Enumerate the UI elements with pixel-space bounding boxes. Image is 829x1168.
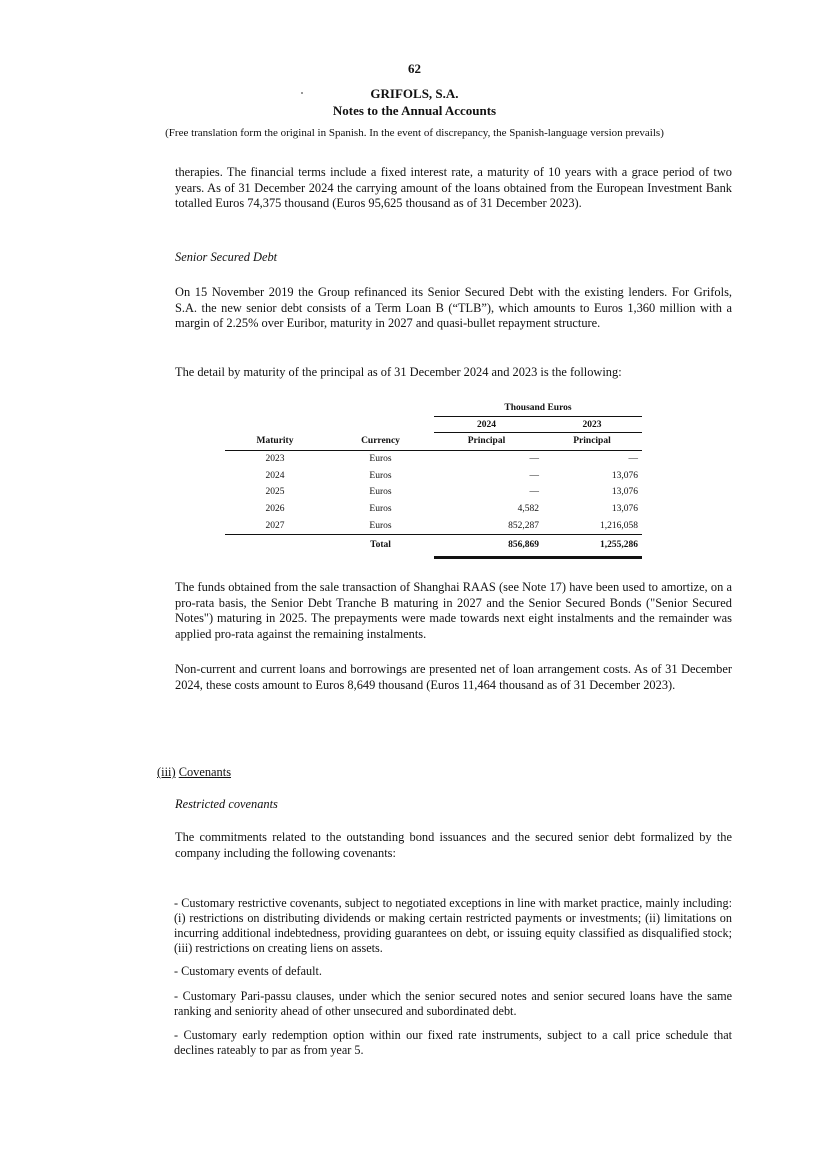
- maturity-detail-intro: The detail by maturity of the principal as of 31 December 2024 and 2023 is the following:: [175, 365, 622, 379]
- translation-disclaimer: (Free translation form the original in Spanish. In the event of discrepancy, the Spanish-language version prevails): [165, 127, 664, 139]
- table-row-2024: 4,582: [517, 504, 539, 514]
- section-title: Covenants: [178, 765, 232, 779]
- table-row-currency: Euros: [369, 521, 392, 531]
- table-row-2023: 13,076: [611, 487, 638, 497]
- covenant-bullet: - Customary events of default.: [174, 964, 322, 978]
- table-row-2023: —: [628, 454, 638, 464]
- table-year-2023: 2023: [582, 420, 602, 430]
- covenants-section-heading: [157, 765, 231, 780]
- document-subtitle: Notes to the Annual Accounts: [332, 103, 497, 118]
- refinance-paragraph: On 15 November 2019 the Group refinanced its Senior Secured Debt with the existing lenders. For Grifols, S.A. the new senior debt consists of a Term Loan B (“TLB”), which amounts to Euros 1,360 million with a margin of 2.25% over Euribor, maturity in 2027 and quasi-bullet repayment structure.: [175, 285, 732, 331]
- company-name: GRIFOLS, S.A.: [370, 86, 459, 101]
- table-group-header: Thousand Euros: [504, 403, 572, 413]
- table-total-2023: 1,255,286: [600, 540, 638, 550]
- table-header-maturity: Maturity: [256, 436, 294, 446]
- page-number: 62: [408, 61, 421, 76]
- table-row-currency: Euros: [369, 454, 392, 464]
- shanghai-raas-paragraph: The funds obtained from the sale transaction of Shanghai RAAS (see Note 17) have been used to amortize, on a pro-rata basis, the Senior Debt Tranche B maturing in 2027 and the Senior Secured Bonds ("Senior Secured Notes") maturing in 2025. The prepayments were made towards next eight instalments and the remainder was applied pro-rata against the remaining instalments.: [175, 580, 732, 641]
- table-row-maturity: 2023: [265, 454, 285, 464]
- table-header-principal-2023: Principal: [573, 436, 611, 446]
- table-row-maturity: 2024: [265, 471, 285, 481]
- section-number: (iii): [157, 765, 176, 779]
- table-row-2023: 1,216,058: [600, 521, 638, 531]
- table-header-principal-2024: Principal: [467, 436, 506, 446]
- eib-paragraph: therapies. The financial terms include a fixed interest rate, a maturity of 10 years with a grace period of two years. As of 31 December 2024 the carrying amount of the loans obtained from the European Investment Bank totalled Euros 74,375 thousand (Euros 95,625 thousand as of 31 December 2023).: [175, 165, 732, 211]
- maturity-table: [225, 400, 642, 560]
- table-total-label: Total: [370, 540, 391, 550]
- table-row-2024: —: [529, 487, 539, 497]
- table-row-maturity: 2025: [265, 487, 285, 497]
- senior-secured-debt-heading: Senior Secured Debt: [175, 250, 278, 264]
- table-row-currency: Euros: [369, 504, 392, 514]
- table-year-2024: 2024: [477, 420, 496, 430]
- table-header-currency: Currency: [361, 436, 400, 446]
- table-row-maturity: 2026: [265, 504, 285, 514]
- covenant-bullet: - Customary early redemption option within our fixed rate instruments, subject to a call price schedule that declines rateably to par as from year 5.: [174, 1028, 732, 1057]
- covenants-intro: The commitments related to the outstanding bond issuances and the secured senior debt formalized by the company including the following covenants:: [175, 830, 732, 860]
- table-row-maturity: 2027: [265, 521, 285, 531]
- table-row-2024: —: [529, 471, 539, 481]
- table-row-2023: 13,076: [611, 471, 638, 481]
- table-row-2024: 852,287: [508, 521, 539, 531]
- loan-costs-paragraph: Non-current and current loans and borrowings are presented net of loan arrangement costs. As of 31 December 2024, these costs amount to Euros 8,649 thousand (Euros 11,464 thousand as of 31 December 2023).: [175, 662, 732, 692]
- table-row-2024: —: [529, 454, 539, 464]
- table-row-currency: Euros: [369, 471, 392, 481]
- stray-dot: [301, 92, 303, 94]
- restricted-covenants-heading: Restricted covenants: [175, 797, 278, 811]
- covenant-bullet: - Customary restrictive covenants, subject to negotiated exceptions in line with market practice, mainly including: (i) restrictions on distributing dividends or making certain restricted payments or investments; (ii) limitations on incurring additional indebtedness, providing guarantees on debt, or issuing equity classified as disqualified stock; (iii) restrictions on creating liens on assets.: [174, 896, 732, 955]
- table-row-2023: 13,076: [611, 504, 638, 514]
- table-total-2024: 856,869: [508, 540, 539, 550]
- covenant-bullet: - Customary Pari-passu clauses, under which the senior secured notes and senior secured loans have the same ranking and seniority ahead of other unsecured and subordinated debt.: [174, 989, 732, 1018]
- table-row-currency: Euros: [369, 487, 392, 497]
